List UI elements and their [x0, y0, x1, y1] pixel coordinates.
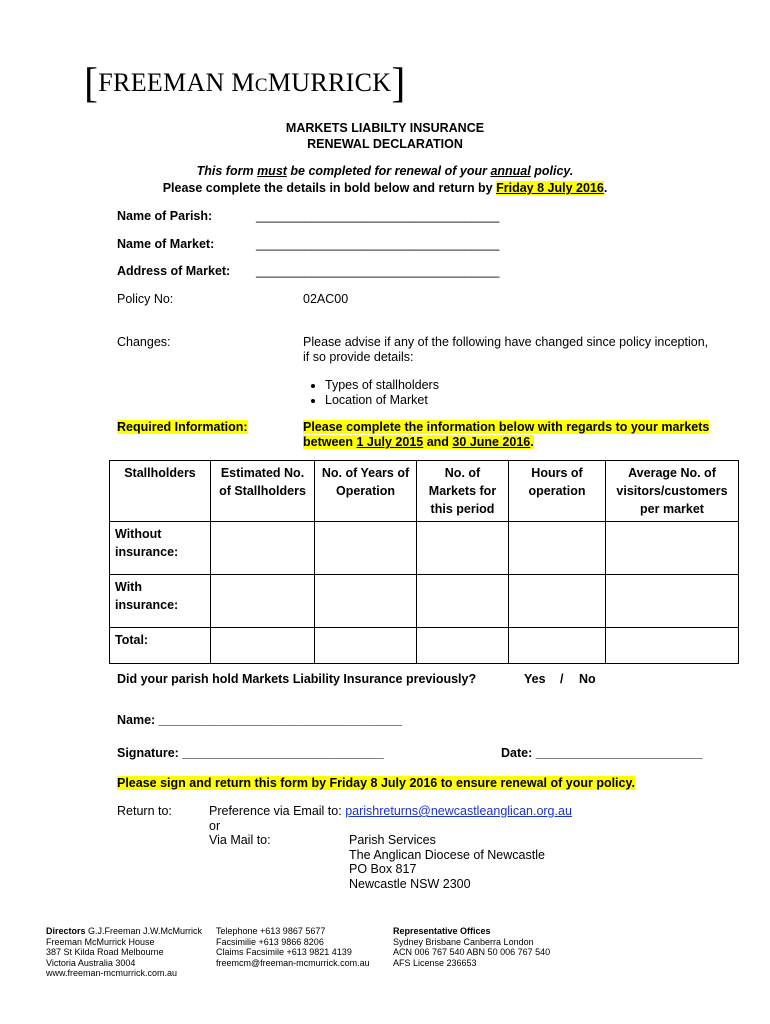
changes-label: Changes:: [117, 335, 171, 349]
website-link[interactable]: www.freeman-mcmurrick.com.au: [46, 968, 178, 978]
name-field[interactable]: Name: ___________________________________: [117, 713, 402, 727]
market-label: Name of Market:: [117, 237, 215, 251]
email-preference: Preference via Email to: parishreturns@newcastleanglican.org.au: [209, 804, 572, 818]
table-cell[interactable]: [509, 628, 606, 664]
table-cell[interactable]: [315, 522, 417, 575]
mail-label: Via Mail to:: [209, 833, 271, 847]
col-header-visitors: Average No. of visitors/customers per market: [606, 461, 739, 522]
changes-list: [303, 378, 439, 408]
table-cell[interactable]: [606, 575, 739, 628]
mail-address: Parish Services The Anglican Diocese of Newcastle PO Box 817 Newcastle NSW 2300: [349, 833, 545, 891]
stallholders-table: [109, 460, 739, 664]
table-row: [110, 522, 739, 575]
col-header-markets: No. of Markets for this period: [417, 461, 509, 522]
col-header-years: No. of Years of Operation: [315, 461, 417, 522]
table-cell[interactable]: [211, 522, 315, 575]
table-cell[interactable]: [211, 628, 315, 664]
table-cell[interactable]: [417, 628, 509, 664]
no-option[interactable]: No: [579, 672, 596, 686]
changes-text: Please advise if any of the following have changed since policy inception, if so provide details:: [303, 335, 709, 364]
table-row: [110, 628, 739, 664]
address-label: Address of Market:: [117, 264, 231, 278]
col-header-hours: Hours of operation: [509, 461, 606, 522]
col-header-estimated: Estimated No. of Stallholders: [211, 461, 315, 522]
table-cell[interactable]: [315, 628, 417, 664]
row-label-with: With insurance:: [110, 575, 211, 628]
sign-return-notice: Please sign and return this form by Friday 8 July 2016 to ensure renewal of your policy.: [117, 776, 635, 790]
table-cell[interactable]: [417, 575, 509, 628]
table-cell[interactable]: [509, 522, 606, 575]
parish-field[interactable]: ___________________________________: [256, 209, 500, 223]
date-field[interactable]: Date: ________________________: [501, 746, 703, 760]
col-header-stallholders: Stallholders: [110, 461, 211, 522]
policy-number: 02AC00: [303, 292, 349, 306]
form-title: MARKETS LIABILTY INSURANCE RENEWAL DECLARATION: [285, 121, 485, 151]
footer-contact: Telephone +613 9867 5677 Facsimilie +613 9866 8206 Claims Facsimile +613 9821 4139 freemcm@freeman-mcmurrick.com.au: [216, 926, 370, 968]
previous-insurance-question: Did your parish hold Markets Liability Insurance previously?: [117, 672, 477, 686]
email-link[interactable]: parishreturns@newcastleanglican.org.au: [345, 804, 572, 818]
required-label: Required Information:: [117, 420, 248, 434]
row-label-total: Total:: [110, 628, 211, 664]
market-field[interactable]: ___________________________________: [256, 237, 500, 251]
footer-company: Directors G.J.Freeman J.W.McMurrick Freeman McMurrick House 387 St Kilda Road Melbourne Victoria Australia 3004 www.freeman-mcmurrick.com.au: [46, 926, 203, 978]
table-cell[interactable]: [315, 575, 417, 628]
table-cell[interactable]: [509, 575, 606, 628]
required-text: Please complete the information below with regards to your markets between 1 July 2015 and 30 June 2016.: [303, 420, 710, 449]
table-cell[interactable]: [606, 522, 739, 575]
list-item: • Types of stallholders: [325, 378, 439, 393]
policy-label: Policy No:: [117, 292, 174, 306]
company-logo: [FREEMAN MCMURRICK]: [84, 61, 406, 107]
parish-label: Name of Parish:: [117, 209, 213, 223]
table-cell[interactable]: [606, 628, 739, 664]
yes-option[interactable]: Yes: [524, 672, 546, 686]
footer-offices: Representative Offices Sydney Brisbane Canberra London ACN 006 767 540 ABN 50 006 767 540 AFS License 236653: [393, 926, 551, 968]
address-field[interactable]: ___________________________________: [256, 264, 500, 278]
list-item: • Location of Market: [325, 393, 439, 408]
or-text: or: [209, 819, 221, 833]
option-separator: /: [560, 672, 564, 686]
signature-field[interactable]: Signature: _____________________________: [117, 746, 384, 760]
contact-email[interactable]: freemcm@freeman-mcmurrick.com.au: [216, 957, 370, 968]
row-label-without: Without insurance:: [110, 522, 211, 575]
return-label: Return to:: [117, 804, 172, 818]
intro-line-2: Please complete the details in bold below and return by Friday 8 July 2016.: [162, 181, 608, 195]
table-cell[interactable]: [417, 522, 509, 575]
intro-line-1: This form must be completed for renewal of your annual policy.: [196, 164, 574, 178]
table-cell[interactable]: [211, 575, 315, 628]
table-row: [110, 575, 739, 628]
